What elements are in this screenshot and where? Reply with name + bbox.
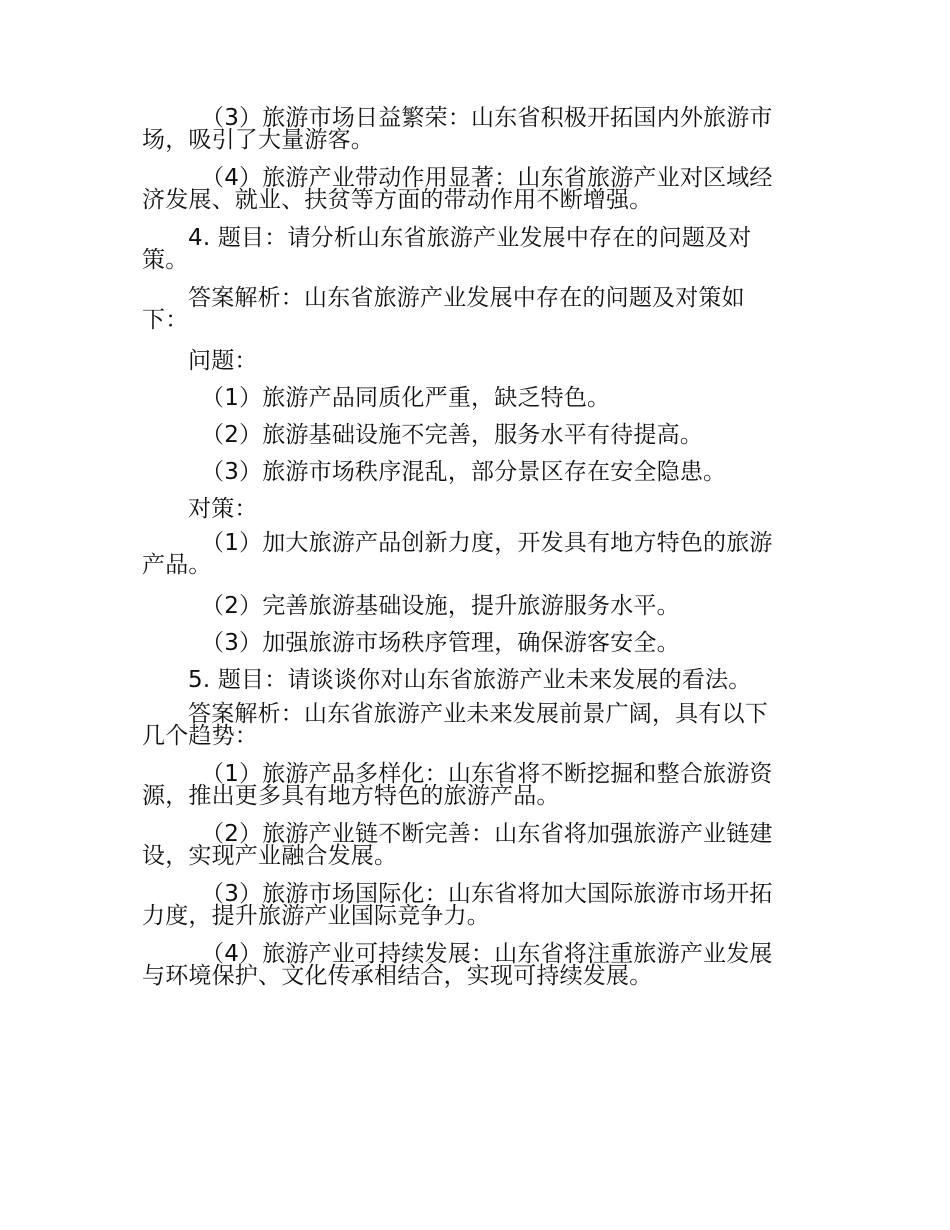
paragraph-first-line: （3）旅游市场日益繁荣：山东省积极开拓国内外旅游市 <box>201 105 773 131</box>
paragraph <box>142 592 810 620</box>
paragraph-first-line: 答案解析：山东省旅游产业发展中存在的问题及对策如 <box>188 285 745 311</box>
paragraph-first-line: （3）旅游市场国际化：山东省将加大国际旅游市场开拓 <box>201 881 773 907</box>
paragraph-first-line: 5. 题目：请谈谈你对山东省旅游产业未来发展的看法。 <box>188 667 752 693</box>
paragraph-continuation-line: 设，实现产业融合发展。 <box>142 843 398 869</box>
paragraph-first-line: 4. 题目：请分析山东省旅游产业发展中存在的问题及对 <box>188 225 752 251</box>
paragraph-first-line: （1）旅游产品同质化严重，缺乏特色。 <box>201 385 611 411</box>
paragraph-continuation-line: 源，推出更多具有地方特色的旅游产品。 <box>142 783 560 809</box>
paragraph-continuation-line: 产品。 <box>142 552 212 578</box>
paragraph-first-line: （2）旅游产业链不断完善：山东省将加强旅游产业链建 <box>201 821 773 847</box>
paragraph <box>142 107 810 151</box>
paragraph <box>142 495 810 523</box>
paragraph <box>142 763 810 807</box>
paragraph <box>142 703 810 747</box>
paragraph-continuation-line: 场，吸引了大量游客。 <box>142 127 374 153</box>
paragraph <box>142 943 810 987</box>
paragraph <box>142 823 810 867</box>
paragraph <box>142 666 810 694</box>
paragraph-continuation-line: 策。 <box>142 247 189 273</box>
paragraph <box>142 629 810 657</box>
paragraph-first-line: 问题： <box>188 348 258 374</box>
paragraph-first-line: （1）加大旅游产品创新力度，开发具有地方特色的旅游 <box>201 530 773 556</box>
document-body <box>142 107 810 1003</box>
paragraph-first-line: （2）完善旅游基础设施，提升旅游服务水平。 <box>201 593 680 619</box>
paragraph-first-line: （3）旅游市场秩序混乱，部分景区存在安全隐患。 <box>201 459 727 485</box>
paragraph-continuation-line: 与环境保护、文化传承相结合，实现可持续发展。 <box>142 963 653 989</box>
paragraph-first-line: （4）旅游产业可持续发展：山东省将注重旅游产业发展 <box>201 941 773 967</box>
paragraph-first-line: （4）旅游产业带动作用显著：山东省旅游产业对区域经 <box>201 165 773 191</box>
paragraph-continuation-line: 济发展、就业、扶贫等方面的带动作用不断增强。 <box>142 187 653 213</box>
paragraph <box>142 421 810 449</box>
paragraph <box>142 287 810 331</box>
paragraph <box>142 384 810 412</box>
paragraph <box>142 167 810 211</box>
paragraph <box>142 227 810 271</box>
paragraph <box>142 347 810 375</box>
paragraph-first-line: （1）旅游产品多样化：山东省将不断挖掘和整合旅游资 <box>201 761 773 787</box>
paragraph-first-line: 答案解析：山东省旅游产业未来发展前景广阔，具有以下 <box>188 701 768 727</box>
paragraph-first-line: （2）旅游基础设施不完善，服务水平有待提高。 <box>201 422 704 448</box>
paragraph-continuation-line: 力度，提升旅游产业国际竞争力。 <box>142 903 490 929</box>
paragraph-continuation-line: 下： <box>142 307 189 333</box>
paragraph-first-line: 对策： <box>188 496 258 522</box>
paragraph <box>142 458 810 486</box>
paragraph-continuation-line: 几个趋势： <box>142 723 258 749</box>
paragraph <box>142 883 810 927</box>
paragraph <box>142 532 810 576</box>
paragraph-first-line: （3）加强旅游市场秩序管理，确保游客安全。 <box>201 630 680 656</box>
